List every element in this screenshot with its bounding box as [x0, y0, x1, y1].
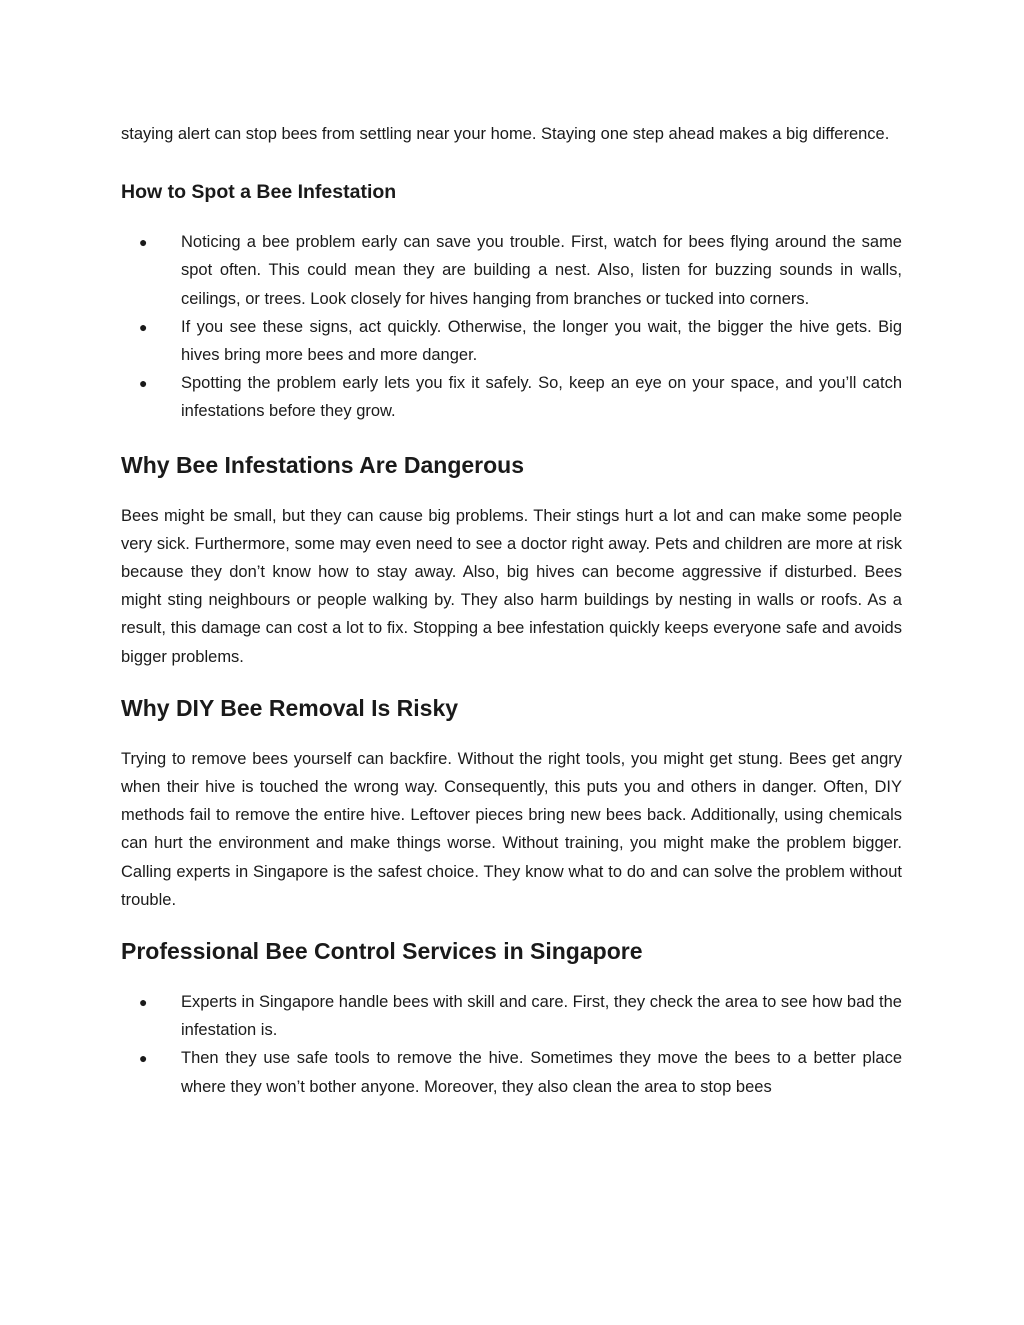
bullet-icon: ● — [139, 234, 148, 251]
dangerous-paragraph: Bees might be small, but they can cause big problems. Their stings hurt a lot and can make some people very sick. Furthermore, some may even need to see a doctor right away. Pets and children are more at risk because they don’t know how to stay away. Also, big hives can become aggressive if disturbed. Bees might sting neighbours or people walking by. They also harm buildings by nesting in walls or roofs. As a result, this damage can cost a lot to fix. Stopping a bee infestation quickly keeps everyone safe and avoids bigger problems. — [121, 506, 902, 666]
list-item-text: Then they use safe tools to remove the hive. Sometimes they move the bees to a better place where they won’t bother anyone. Moreover, they also clean the area to stop bees — [181, 1049, 902, 1096]
list-item — [121, 1044, 902, 1100]
list-item — [121, 228, 902, 313]
list-item-text: Experts in Singapore handle bees with skill and care. First, they check the area to see how bad the infestation is. — [181, 993, 902, 1040]
bullet-icon: ● — [139, 994, 148, 1011]
heading-spot-infestation: How to Spot a Bee Infestation — [121, 181, 397, 204]
spot-bullet-list — [121, 228, 902, 425]
heading-professional-services: Professional Bee Control Services in Singapore — [121, 938, 643, 965]
list-item-text: Noticing a bee problem early can save you trouble. First, watch for bees flying around the same spot often. This could mean they are building a nest. Also, listen for buzzing sounds in walls, ceilings, or trees. Look closely for hives hanging from branches or tucked into corners. — [181, 233, 902, 308]
diy-paragraph: Trying to remove bees yourself can backfire. Without the right tools, you might get stung. Bees get angry when their hive is touched the wrong way. Consequently, this puts you and others in danger. Often, DIY methods fail to remove the entire hive. Leftover pieces bring new bees back. Additionally, using chemicals can hurt the environment and make things worse. Without training, you might make the problem bigger. Calling experts in Singapore is the safest choice. They know what to do and can solve the problem without trouble. — [121, 749, 902, 909]
document-page — [121, 120, 902, 1101]
bullet-icon: ● — [139, 318, 148, 335]
bullet-icon: ● — [139, 1050, 148, 1067]
bullet-icon: ● — [139, 375, 148, 392]
heading-dangerous: Why Bee Infestations Are Dangerous — [121, 451, 525, 478]
list-item — [121, 313, 902, 369]
heading-diy-risky: Why DIY Bee Removal Is Risky — [121, 694, 459, 721]
list-item-text: Spotting the problem early lets you fix it safely. So, keep an eye on your space, and you’ll catch infestations before they grow. — [181, 374, 902, 421]
intro-paragraph-tail: staying alert can stop bees from settling near your home. Staying one step ahead makes a big difference. — [121, 125, 890, 143]
list-item-text: If you see these signs, act quickly. Otherwise, the longer you wait, the bigger the hive gets. Big hives bring more bees and more danger. — [181, 317, 902, 365]
list-item — [121, 988, 902, 1044]
pro-bullet-list — [121, 988, 902, 1101]
list-item — [121, 369, 902, 425]
